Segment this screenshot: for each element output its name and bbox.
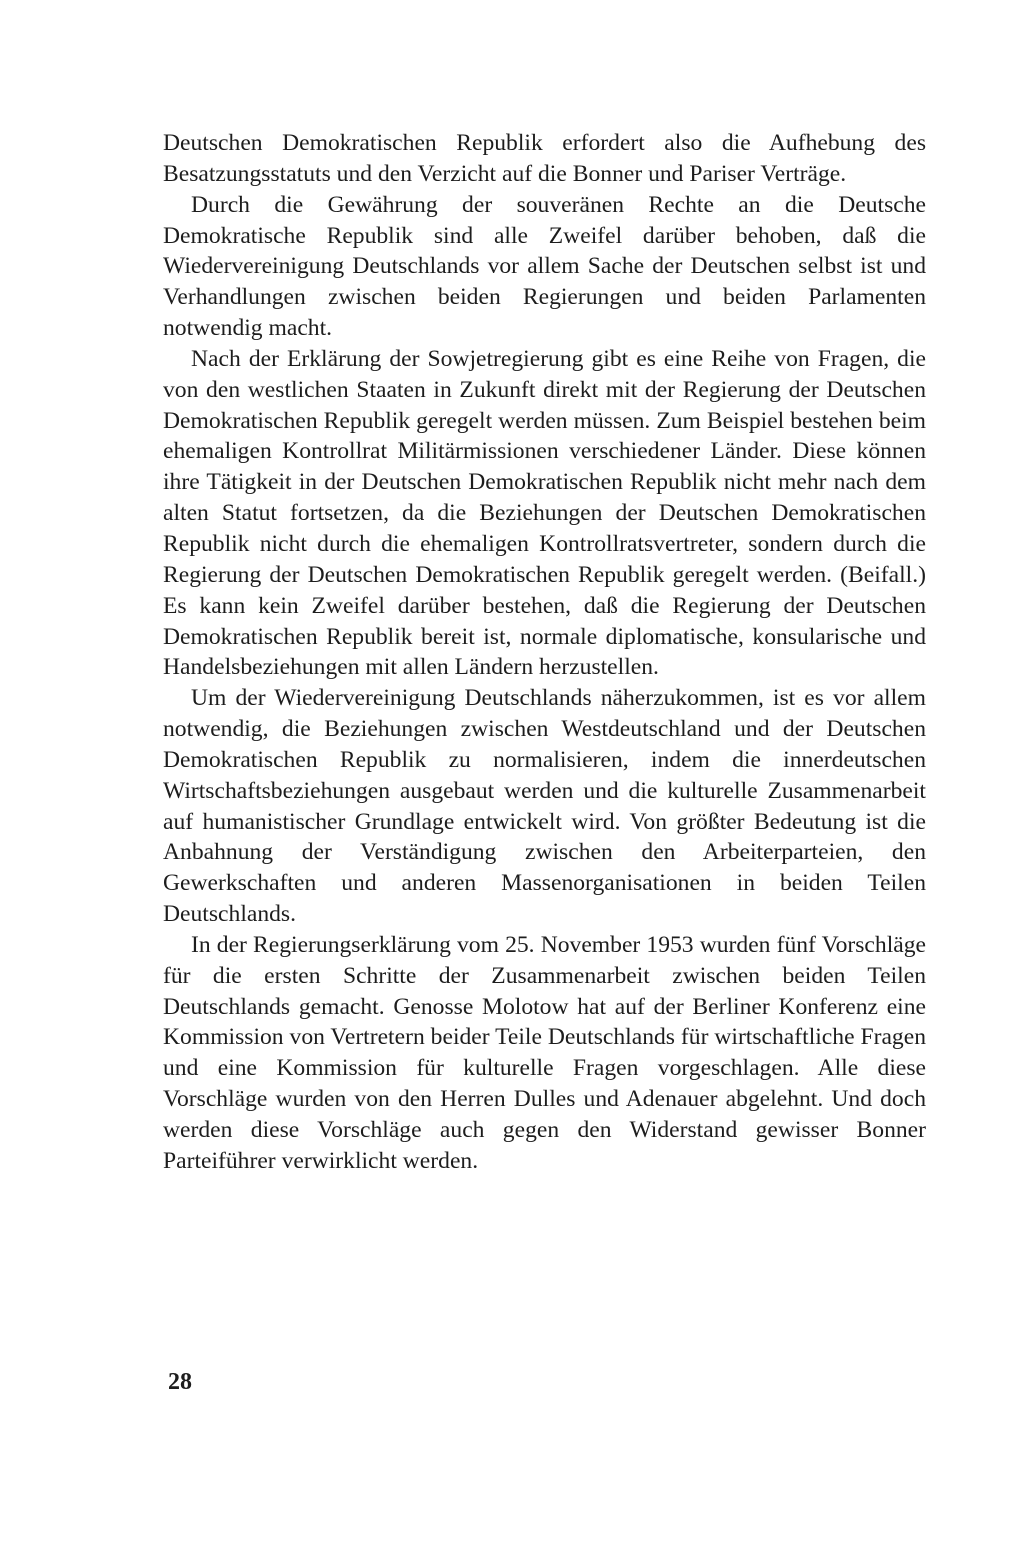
page-number: 28 bbox=[168, 1369, 192, 1395]
paragraph: Nach der Erklärung der Sowjetregierung gibt es eine Reihe von Fragen, die von den westlichen Staaten in Zukunft direkt mit der Regierung der Deutschen Demokratischen Republik geregelt werden müssen. Zum Beispiel bestehen beim ehemaligen Kontrollrat Militärmissionen verschiedener Länder. Diese können ihre Tätigkeit in der Deutschen Demokratischen Republik nicht mehr nach dem alten Statut fortsetzen, da die Beziehungen der Deutschen Demokratischen Republik nicht durch die ehemaligen Kontrollratsvertreter, sondern durch die Regierung der Deutschen Demokratischen Republik geregelt werden. (Beifall.) Es kann kein Zweifel darüber bestehen, daß die Regierung der Deutschen Demokratischen Republik bereit ist, normale diplomatische, konsularische und Handelsbeziehungen mit allen Ländern herzustellen. bbox=[163, 345, 926, 681]
paragraph: In der Regierungserklärung vom 25. November 1953 wurden fünf Vorschläge für die ersten Schritte der Zusammenarbeit zwischen beiden Teilen Deutschlands gemacht. Genosse Molotow hat auf der Berliner Konferenz eine Kommission von Vertretern beider Teile Deutschlands für wirtschaftliche Fragen und eine Kommission für kulturelle Fragen vorgeschlagen. Alle diese Vorschläge wurden von den Herren Dulles und Adenauer abgelehnt. Und doch werden diese Vorschläge auch gegen den Widerstand gewisser Bonner Parteiführer verwirklicht werden. bbox=[163, 931, 926, 1174]
paragraph: Deutschen Demokratischen Republik erfordert also die Aufhebung des Besatzungsstatuts und den Verzicht auf die Bonner und Pariser Verträge. bbox=[163, 130, 926, 187]
paragraph: Um der Wiedervereinigung Deutschlands näherzukommen, ist es vor allem notwendig, die Beziehungen zwischen Westdeutschland und der Deutschen Demokratischen Republik zu normalisieren, indem die innerdeutschen Wirtschaftsbeziehungen ausgebaut werden und die kulturelle Zusammenarbeit auf humanistischer Grundlage entwickelt wird. Von größter Bedeutung ist die Anbahnung der Verständigung zwischen den Arbeiterparteien, den Gewerkschaften und anderen Massenorganisationen in beiden Teilen Deutschlands. bbox=[163, 685, 926, 928]
paragraph: Durch die Gewährung der souveränen Rechte an die Deutsche Demokratische Republik sind alle Zweifel darüber behoben, daß die Wiedervereinigung Deutschlands vor allem Sache der Deutschen selbst ist und Verhandlungen zwischen beiden Regierungen und beiden Parlamenten notwendig macht. bbox=[163, 191, 926, 342]
page-body bbox=[163, 128, 926, 1177]
